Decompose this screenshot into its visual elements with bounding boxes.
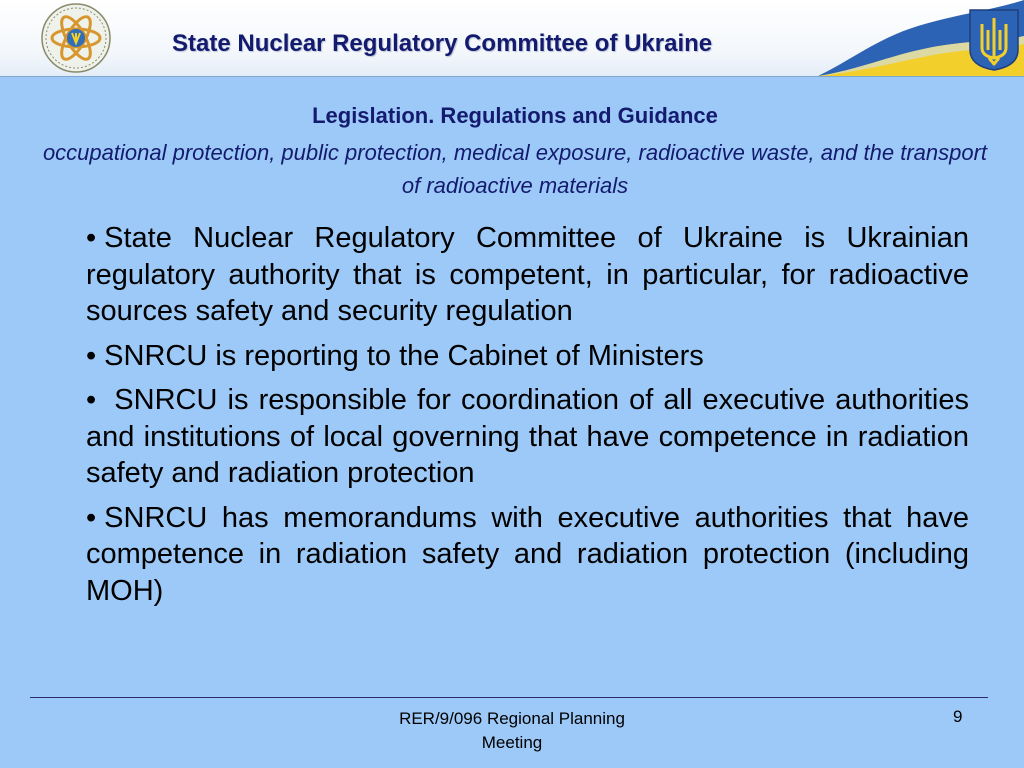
header-title: State Nuclear Regulatory Committee of Ukraine xyxy=(172,30,713,57)
bullet-item xyxy=(86,500,969,610)
bullet-list xyxy=(86,220,969,609)
bullet-item xyxy=(86,338,969,375)
slide-subheading: occupational protection, public protection, medical exposure, radioactive waste, and the transport of radioactive materials xyxy=(42,140,988,198)
bullet-text: SNRCU is reporting to the Cabinet of Ministers xyxy=(104,339,704,372)
bullet-text: SNRCU is responsible for coordination of all executive authorities and institutions of local governing that have competence in radiation safety and radiation protection xyxy=(86,384,969,489)
bullet-text: State Nuclear Regulatory Committee of Ukraine is Ukrainian regulatory authority that is competent, in particular, for radioactive sources safety and security regulation xyxy=(86,222,969,327)
bullet-icon: • xyxy=(86,339,97,372)
bullet-item xyxy=(86,220,969,330)
bullet-text: SNRCU has memorandums with executive authorities that have competence in radiation safety and radiation protection (including MOH) xyxy=(86,501,969,607)
footer-divider xyxy=(30,697,988,698)
footer-text: RER/9/096 Regional Planning Meeting xyxy=(399,709,625,752)
bullet-icon: • xyxy=(86,384,97,416)
bullet-icon: • xyxy=(86,501,97,534)
bullet-icon: • xyxy=(86,222,97,254)
bullet-item xyxy=(86,382,969,492)
header-band xyxy=(0,0,1024,77)
slide-heading: Legislation. Regulations and Guidance xyxy=(312,103,718,128)
page-number: 9 xyxy=(953,707,963,726)
snrcu-emblem-icon xyxy=(36,2,116,74)
coat-of-arms-trident-icon xyxy=(968,8,1020,72)
